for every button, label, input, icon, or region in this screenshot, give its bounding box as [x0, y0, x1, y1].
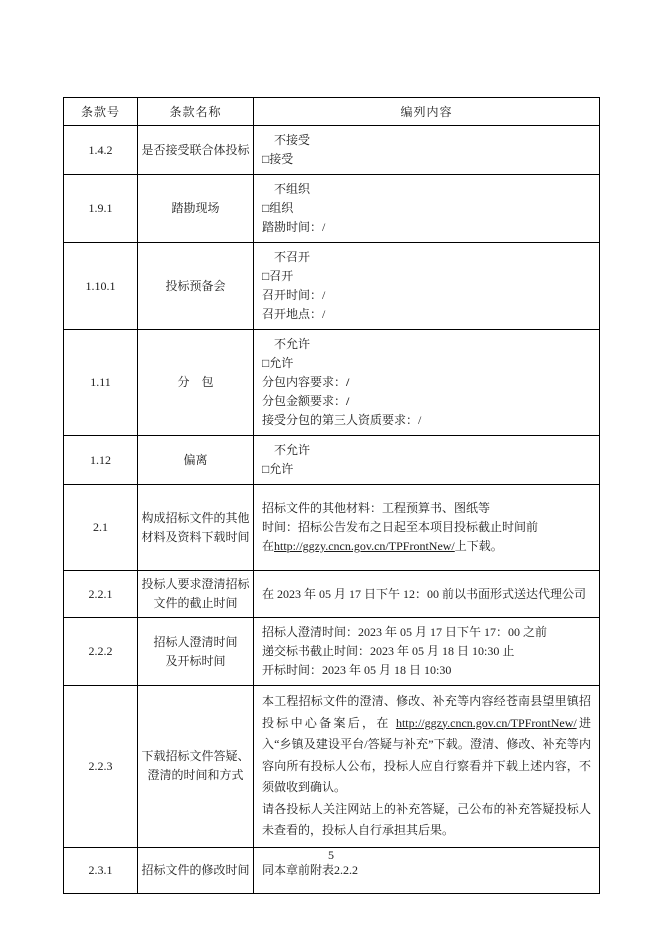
- text-segment: 不接受: [274, 133, 311, 147]
- clause-name-cell: [138, 330, 254, 436]
- clause-name-line: 投标预备会: [165, 278, 226, 293]
- clause-content-cell: [254, 175, 600, 243]
- text-segment: 分包内容要求：: [262, 375, 347, 389]
- clause-content-cell: [254, 330, 600, 436]
- clause-name-line: 材料及资料下载时间: [141, 529, 250, 544]
- col-header-clause-name: 条款名称: [138, 98, 254, 126]
- clause-number-cell: 1.10.1: [64, 243, 138, 330]
- clause-number-cell: 2.3.1: [64, 847, 138, 893]
- col-header-content: 编列内容: [254, 98, 600, 126]
- clause-content-cell: [254, 485, 600, 571]
- checkbox-option-line: [262, 150, 591, 169]
- text-segment: 接受分包的第三人资质要求：/: [262, 413, 422, 427]
- content-line: [262, 585, 591, 604]
- checkbox-option-line: [262, 199, 591, 218]
- clause-number-cell: 2.2.3: [64, 686, 138, 848]
- text-segment: 上下载。: [454, 539, 503, 553]
- content-line: [262, 518, 591, 537]
- clause-number-cell: 2.2.2: [64, 618, 138, 686]
- text-segment: 递交标书截止时间：2023 年 05 月 18 日 10:30 止: [262, 644, 515, 658]
- clause-name-cell: [138, 243, 254, 330]
- text-segment: □允许: [262, 356, 294, 370]
- content-line: [262, 392, 591, 411]
- clause-content-cell: [254, 571, 600, 618]
- content-line: [262, 411, 591, 430]
- content-line: [262, 691, 591, 799]
- text-segment: 招标人澄清时间：2023 年 05 月 17 日下午 17：00 之前: [262, 625, 548, 639]
- clause-number-cell: 1.11: [64, 330, 138, 436]
- url-text: http://ggzy.cncn.gov.cn/TPFrontNew/: [395, 715, 577, 730]
- selected-option-line: [262, 180, 591, 199]
- col-header-clause-number: 条款号: [64, 98, 138, 126]
- text-segment: 召开地点：/: [262, 307, 326, 321]
- clause-name-cell: [138, 436, 254, 485]
- table-row: [64, 330, 600, 436]
- clause-name-line: 澄清的时间和方式: [147, 768, 244, 783]
- clause-number-cell: 2.2.1: [64, 571, 138, 618]
- text-segment: 召开时间：/: [262, 288, 326, 302]
- content-line: [262, 373, 591, 392]
- clause-number-cell: 1.9.1: [64, 175, 138, 243]
- clause-name-line: 偏离: [183, 452, 208, 467]
- text-segment: 招标文件的其他材料：工程预算书、图纸等: [262, 501, 491, 515]
- text-segment: 时间：招标公告发布之日起至本项目投标截止时间前: [262, 520, 539, 534]
- text-segment: □召开: [262, 269, 294, 283]
- table-row: [64, 175, 600, 243]
- clause-number-cell: 1.12: [64, 436, 138, 485]
- clause-name-cell: [138, 618, 254, 686]
- clauses-table: [63, 97, 600, 894]
- content-line: [262, 218, 591, 237]
- table-row: [64, 618, 600, 686]
- content-line: [262, 623, 591, 642]
- content-line: [262, 861, 591, 880]
- text-segment: 不组织: [274, 182, 311, 196]
- text-segment: 踏勘时间：/: [262, 220, 326, 234]
- clause-name-line: 招标文件的修改时间: [141, 862, 250, 877]
- checkbox-option-line: [262, 267, 591, 286]
- clause-content-cell: [254, 618, 600, 686]
- text-segment: 请各投标人关注网站上的补充答疑，己公布的补充答疑投标人未查看的，投标人自行承担其后果。: [262, 801, 591, 837]
- content-line: [262, 661, 591, 680]
- selected-option-line: [262, 441, 591, 460]
- text-segment: 不允许: [274, 443, 311, 457]
- selected-option-line: [262, 248, 591, 267]
- table-row: [64, 686, 600, 848]
- content-line: [262, 499, 591, 518]
- table-header-row: [64, 98, 600, 126]
- clause-name-line: 投标人要求澄清招标: [141, 577, 250, 591]
- table-body: [64, 126, 600, 894]
- table-row: [64, 243, 600, 330]
- text-segment: 不允许: [274, 337, 311, 351]
- text-segment: □允许: [262, 462, 294, 476]
- clause-content-cell: [254, 243, 600, 330]
- text-segment: 在: [262, 539, 275, 553]
- clause-name-cell: [138, 126, 254, 175]
- content-line: [262, 286, 591, 305]
- clause-name-cell: [138, 485, 254, 571]
- content-line: [262, 642, 591, 661]
- text-segment: 进入“乡镇及建设平台/答疑与补充”下载。澄清、修改、补充等内容向所有投标人公布，投标人应自行察看并下载上述内容，不须做收到确认。: [262, 715, 591, 794]
- clause-name-line: 下载招标文件答疑、: [141, 749, 250, 764]
- clause-number-cell: 2.1: [64, 485, 138, 571]
- text-segment: 开标时间：2023 年 05 月 18 日 10:30: [262, 663, 452, 677]
- clause-number-cell: 1.4.2: [64, 126, 138, 175]
- clause-name-line: 及开标时间: [165, 653, 226, 668]
- clause-name-line: 踏勘现场: [171, 201, 220, 215]
- checkbox-option-line: [262, 354, 591, 373]
- clause-name-line: 分 包: [177, 375, 214, 389]
- clause-name-cell: [138, 175, 254, 243]
- clause-content-cell: [254, 436, 600, 485]
- text-segment: □接受: [262, 152, 294, 166]
- clause-name-line: 是否接受联合体投标: [141, 142, 250, 157]
- table-row: [64, 485, 600, 571]
- text-segment: 本工程招标文件的澄清、修改、补充等内容经苍南县望里镇招投标中心备案后，在: [262, 694, 591, 730]
- content-line: [262, 305, 591, 324]
- table-row: [64, 571, 600, 618]
- text-segment: /: [346, 375, 350, 389]
- clause-content-cell: [254, 686, 600, 848]
- text-segment: /: [346, 394, 350, 408]
- text-segment: 在 2023 年 05 月 17 日下午 12：00 前以书面形式送达代理公司: [262, 586, 587, 601]
- clause-name-cell: [138, 571, 254, 618]
- clause-name-cell: [138, 686, 254, 848]
- table-row: [64, 436, 600, 485]
- text-segment: 分包金额要求：: [262, 394, 347, 408]
- selected-option-line: [262, 131, 591, 150]
- url-text: http://ggzy.cncn.gov.cn/TPFrontNew/: [274, 539, 455, 553]
- clause-name-line: 招标人澄清时间: [153, 634, 238, 649]
- page-number: 5: [328, 848, 334, 862]
- selected-option-line: [262, 335, 591, 354]
- clause-name-line: 文件的截止时间: [153, 596, 238, 610]
- content-line: [262, 537, 591, 556]
- content-line: [262, 799, 591, 842]
- checkbox-option-line: [262, 460, 591, 479]
- table-row: [64, 126, 600, 175]
- clause-name-line: 构成招标文件的其他: [141, 510, 250, 525]
- text-segment: 不召开: [274, 250, 311, 264]
- text-segment: □组织: [262, 201, 294, 215]
- clause-content-cell: [254, 126, 600, 175]
- text-segment: 同本章前附表2.2.2: [262, 862, 359, 877]
